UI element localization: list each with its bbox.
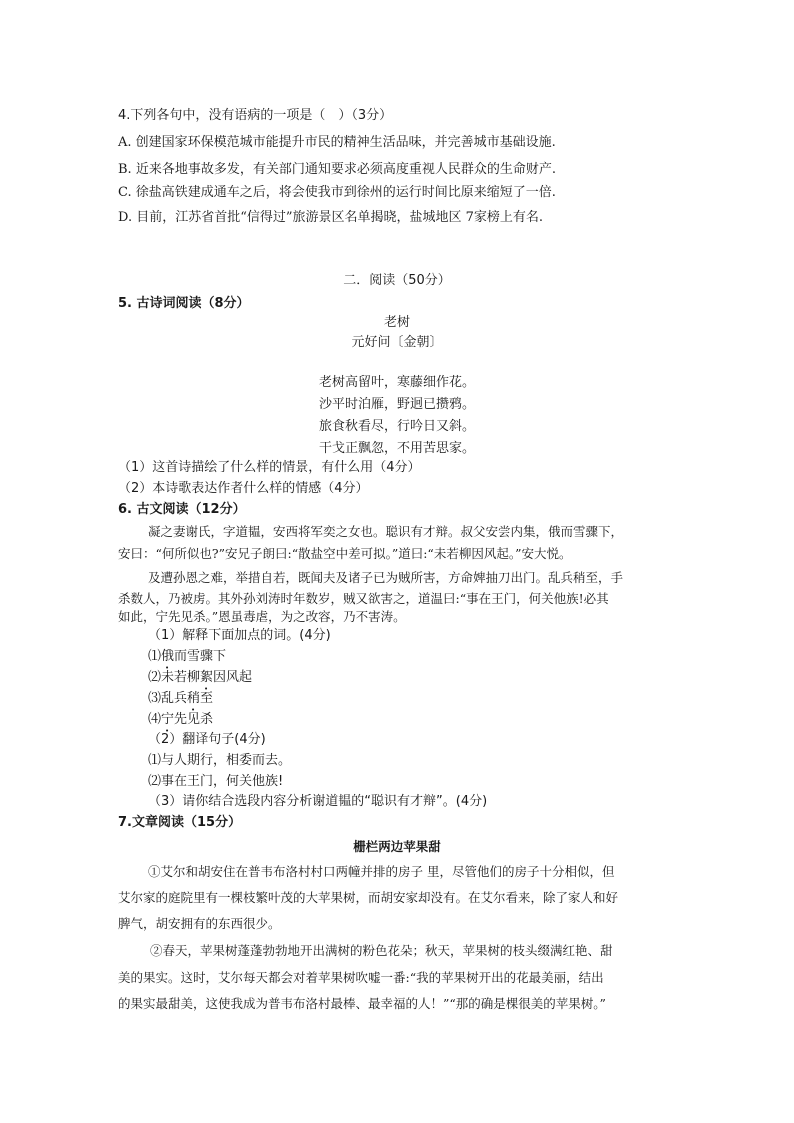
passage-line: 杀数人，乃被虏。其外孙刘涛时年数岁，贼又欲害之，道温曰:“事在王门，何关他族!必其 bbox=[118, 591, 609, 606]
q4-stem: 4.下列各句中，没有语病的一项是（ ）（3分） bbox=[118, 108, 393, 123]
article-line: 美的果实。这时，艾尔每天都会对着苹果树吹嘘一番:“我的苹果树开出的花最美丽，结出 bbox=[118, 970, 604, 985]
q4-option-b: B. 近来各地事故多发，有关部门通知要求必须高度重视人民群众的生命财产. bbox=[118, 162, 556, 177]
q7-heading: 7.文章阅读（15分） bbox=[118, 815, 242, 830]
passage-line: 安曰：“何所似也?”安兄子朗曰:“散盐空中差可拟。”道曰:“未若柳因风起。”安大悦。 bbox=[118, 546, 572, 561]
passage-line: 凝之妻谢氏，字道韫，安西将军奕之女也。聪识有才辩。叔父安尝内集，俄而雪骤下， bbox=[148, 524, 624, 539]
q5-heading: 5. 古诗词阅读（8分） bbox=[118, 296, 250, 311]
article-line: 艾尔家的庭院里有一棵枝繁叶茂的大苹果树，而胡安家却没有。在艾尔看来，除了家人和好 bbox=[118, 890, 619, 905]
poem-line: 干戈正飘忽，不用苦思家。 bbox=[318, 441, 475, 456]
q5-question-1: （1）这首诗描绘了什么样的情景，有什么用（4分） bbox=[118, 460, 421, 475]
section-title: 二．阅读（50分） bbox=[343, 273, 451, 288]
word-item: ⑵未若柳絮因风起 bbox=[148, 670, 253, 685]
passage-line: 及遭孙恩之难，举措自若，既闻夫及诸子已为贼所害，方命婢抽刀出门。乱兵稍至，手 bbox=[148, 570, 624, 585]
translation-item: ⑵事在王门，何关他族! bbox=[148, 774, 284, 789]
article-line: ①艾尔和胡安住在普韦布洛村村口两幢并排的房子 里，尽管他们的房子十分相似，但 bbox=[148, 864, 615, 879]
word-item: ⑶乱兵稍至 bbox=[148, 691, 214, 706]
article-line: 的果实最甜美，这使我成为普韦布洛村最棒、最幸福的人！”“那的确是棵很美的苹果树。” bbox=[118, 996, 606, 1011]
q5-question-2: （2）本诗歌表达作者什么样的情感（4分） bbox=[118, 481, 369, 496]
poem-line: 旅食秋看尽，行吟日又斜。 bbox=[318, 419, 475, 434]
q6-heading: 6. 古文阅读（12分） bbox=[118, 502, 246, 517]
article-title: 栅栏两边苹果甜 bbox=[353, 839, 441, 854]
word-item: ⑷宁先见杀 bbox=[148, 712, 214, 727]
article-line: 脾气，胡安拥有的东西很少。 bbox=[118, 916, 281, 931]
poem-line: 老树高留叶，寒藤细作花。 bbox=[318, 375, 475, 390]
q4-option-a: A. 创建国家环保模范城市能提升市民的精神生活品味，并完善城市基础设施. bbox=[118, 135, 556, 150]
poem-title: 老树 bbox=[383, 315, 410, 330]
q6-sub3: （3）请你结合选段内容分析谢道韫的“聪识有才辩”。(4分) bbox=[148, 794, 488, 809]
q6-sub1: （1）解释下面加点的词。(4分) bbox=[148, 628, 331, 643]
word-item: ⑴俄而雪骤下 bbox=[148, 649, 227, 664]
passage-line: 如此，宁先见杀。”恩虽毒虐，为之改容，乃不害涛。 bbox=[118, 609, 406, 624]
poem-line: 沙平时泊雁，野迥已攒鸦。 bbox=[318, 397, 475, 412]
translation-item: ⑴与人期行，相委而去。 bbox=[148, 753, 292, 768]
article-line: ②春天，苹果树蓬蓬勃勃地开出满树的粉色花朵；秋天，苹果树的枝头缀满红艳、甜 bbox=[150, 943, 613, 958]
poem-author: 元好问〔金朝〕 bbox=[351, 335, 443, 350]
q4-option-d: D. 目前，江苏省首批“信得过”旅游景区名单揭晓，盐城地区 7家榜上有名. bbox=[118, 210, 544, 225]
q6-sub2: （2）翻译句子(4分) bbox=[148, 732, 266, 747]
q4-option-c: C. 徐盐高铁建成通车之后，将会使我市到徐州的运行时间比原来缩短了一倍. bbox=[118, 185, 556, 200]
